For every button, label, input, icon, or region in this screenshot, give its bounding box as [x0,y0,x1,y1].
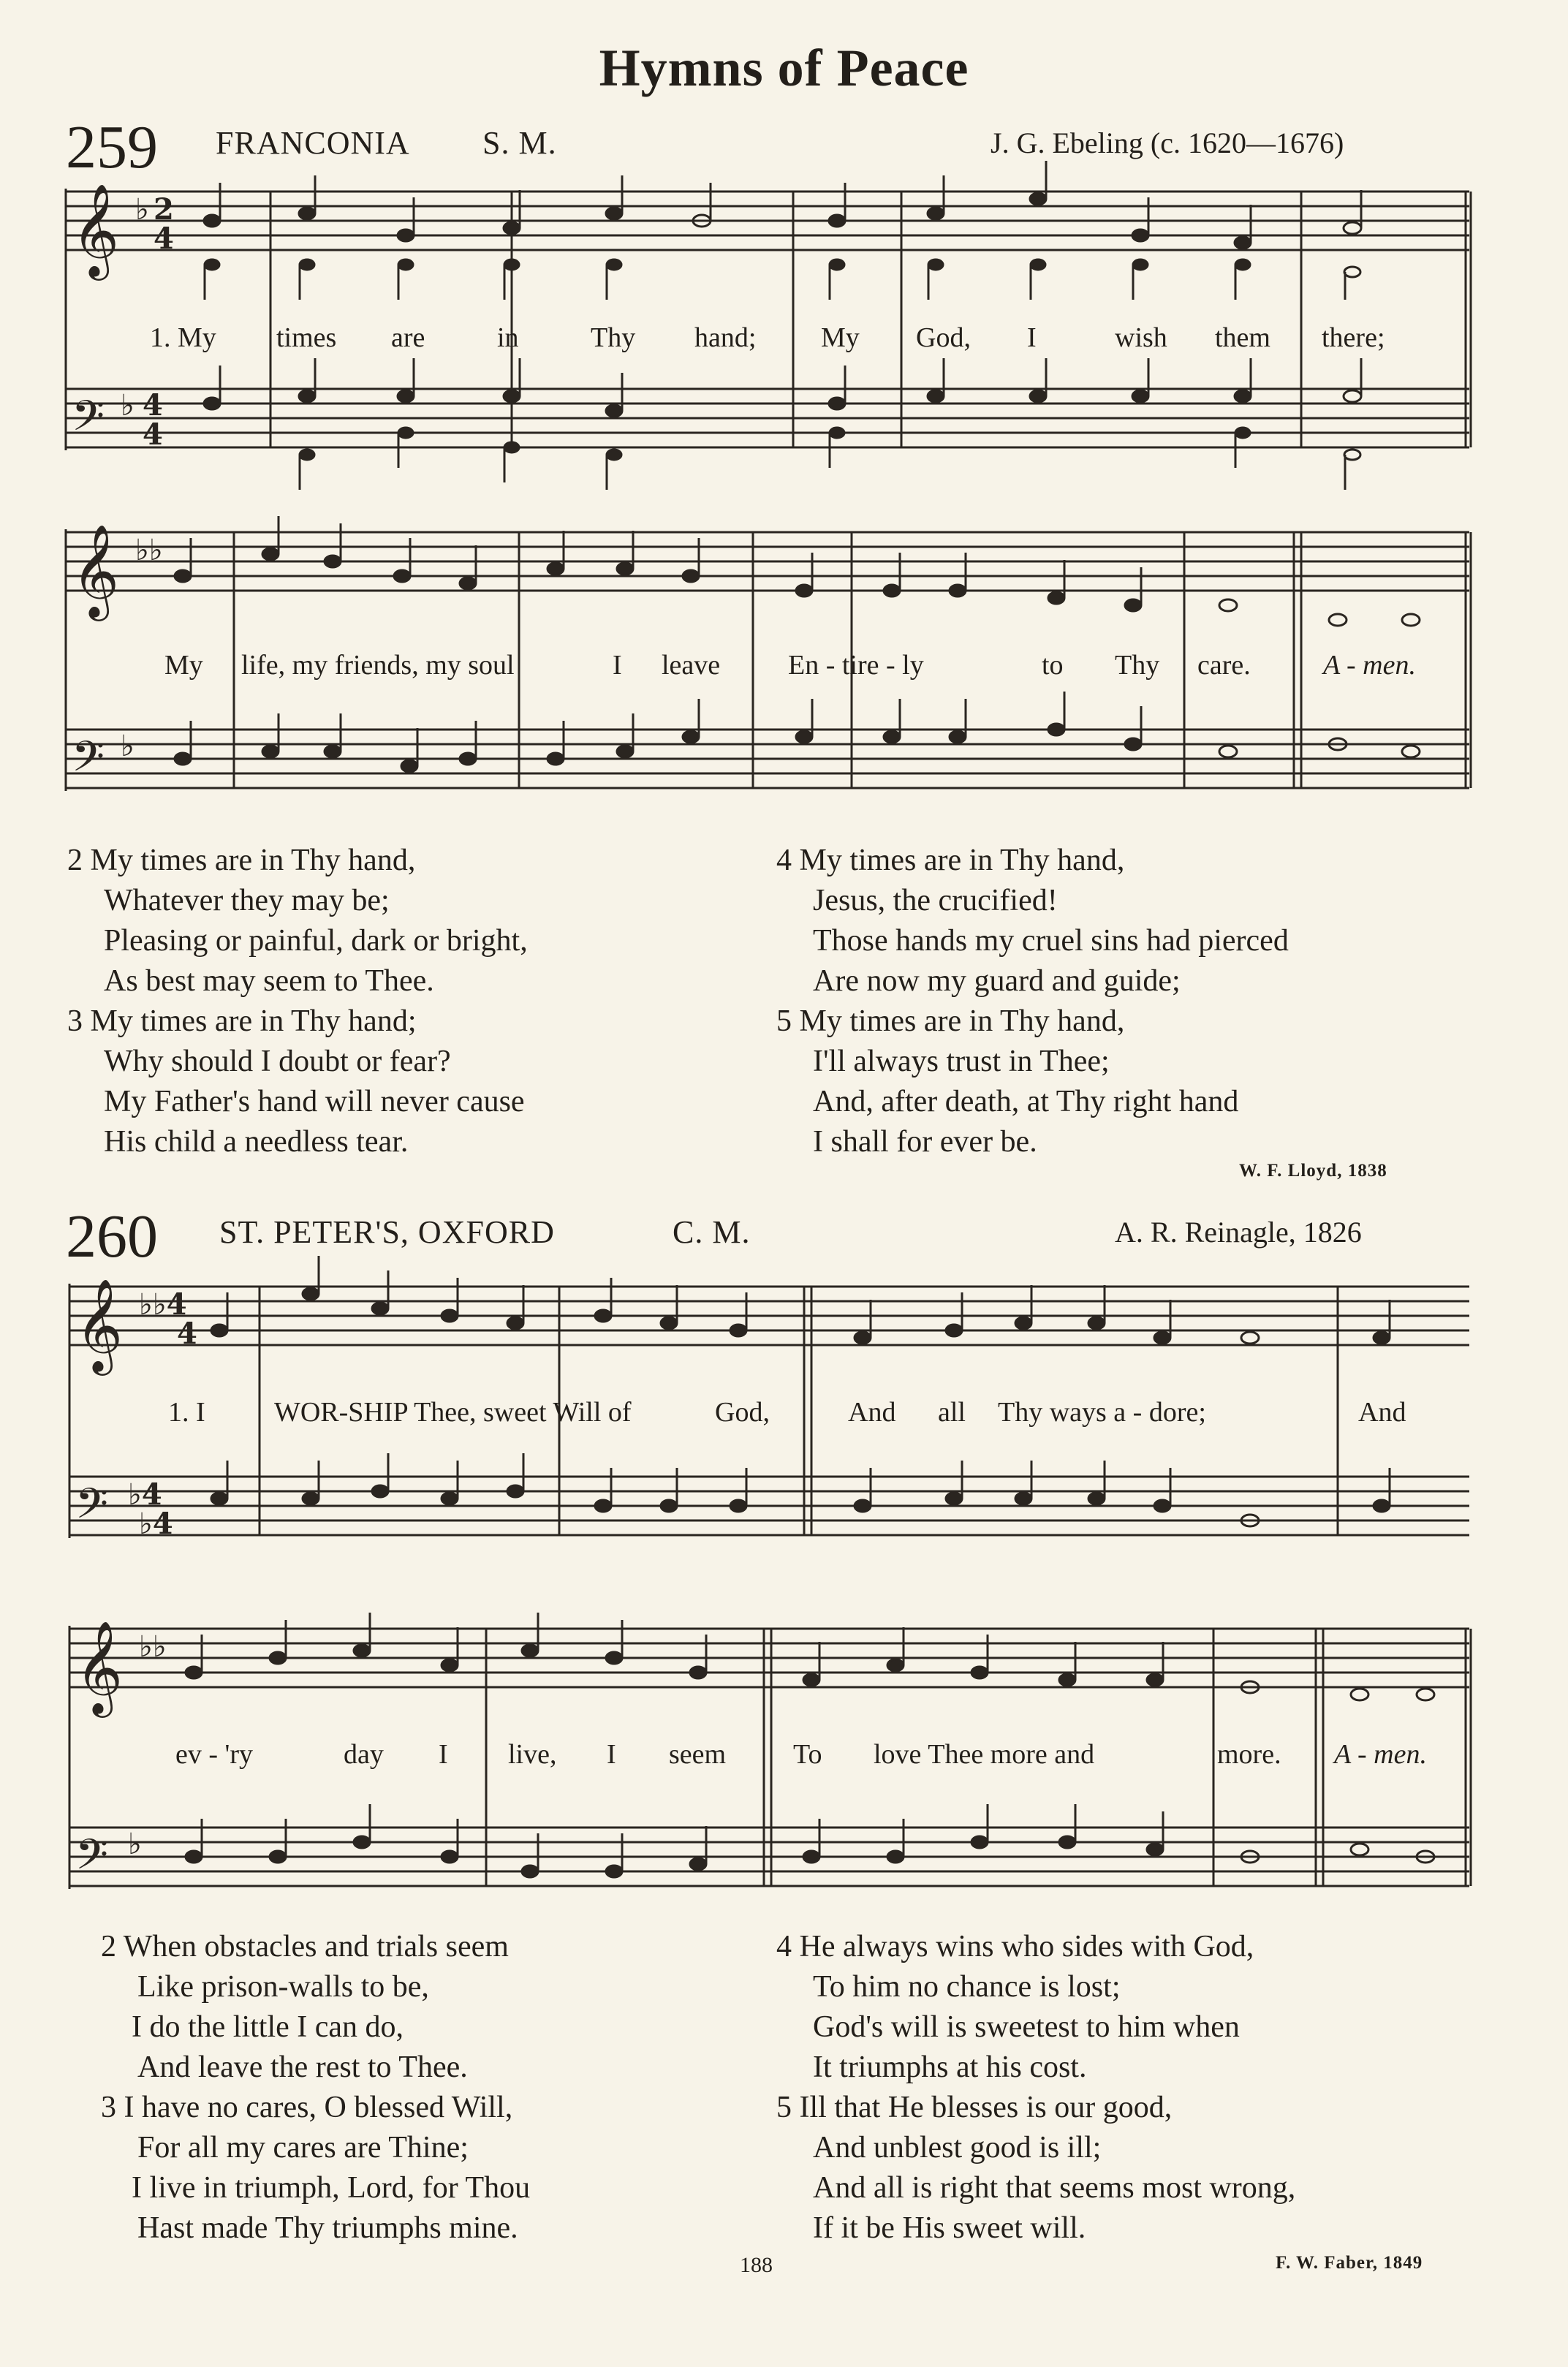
composer: J. G. Ebeling (c. 1620—1676) [991,126,1344,159]
lyric-syllable: Thy [591,322,636,353]
svg-text:𝄢: 𝄢 [72,732,105,792]
svg-text:4: 4 [177,1317,197,1351]
verse-line: His child a needless tear. [104,1125,409,1159]
verse-line: Pleasing or painful, dark or bright, [104,924,528,958]
tune-name: ST. PETER'S, OXFORD [219,1214,555,1250]
verse-line: Hast made Thy triumphs mine. [137,2211,518,2245]
lyric-syllable: I [439,1739,448,1770]
staff-system [66,189,1471,450]
verse-line: I shall for ever be. [813,1125,1037,1159]
verse-line: If it be His sweet will. [813,2211,1086,2245]
verse-line: 5 My times are in Thy hand, [776,1004,1125,1038]
svg-text:𝄞: 𝄞 [75,1278,124,1371]
lyric-syllable: 1. My [150,322,216,353]
lyric-syllable: I [1027,322,1037,353]
lyric-syllable: 1. I [168,1397,205,1428]
svg-text:2: 2 [154,192,174,227]
hymn-number: 260 [66,1203,158,1270]
svg-text:4: 4 [154,221,174,256]
svg-text:♭4: ♭4 [139,1507,173,1541]
lyric-syllable: to [1042,650,1064,681]
verse-line: 4 My times are in Thy hand, [776,844,1125,877]
lyric-syllable: Thy [1115,650,1160,681]
verses-right [776,841,1289,1162]
meter: C. M. [673,1214,751,1250]
svg-text:𝄢: 𝄢 [75,1830,109,1890]
verse-line: 2 My times are in Thy hand, [67,844,416,877]
svg-text:♭4: ♭4 [128,1477,162,1512]
verse-line: I do the little I can do, [132,2010,404,2044]
lyric-syllable: I [607,1739,616,1770]
lyric-syllable: ev - 'ry [175,1739,254,1770]
tune-name: FRANCONIA [216,125,410,161]
lyric-syllable: Thy ways a - dore; [998,1397,1206,1428]
hymn-number: 259 [66,113,158,181]
lyric-syllable: live, [508,1739,557,1770]
lyric-syllable: I [613,650,622,681]
lyric-syllable: life, my friends, my soul [241,650,515,681]
lyric-syllable: leave [662,650,721,681]
svg-text:♭: ♭ [128,1827,142,1861]
svg-text:4: 4 [143,388,163,423]
page-title: Hymns of Peace [599,39,969,97]
verse-line: And leave the rest to Thee. [137,2050,468,2084]
verse-line: I live in triumph, Lord, for Thou [132,2171,531,2205]
lyric-syllable: And [848,1397,896,1428]
lyric-syllable: A - men. [1334,1739,1427,1770]
verse-line: And, after death, at Thy right hand [813,1085,1239,1118]
lyric-syllable: seem [669,1739,727,1770]
lyric-syllable: are [391,322,425,353]
author-credit: F. W. Faber, 1849 [1276,2253,1423,2273]
verses-left [67,841,528,1162]
verse-line: And unblest good is ill; [813,2131,1102,2165]
verse-line: Are now my guard and guide; [813,964,1181,998]
lyric-syllable: more. [1217,1739,1281,1770]
verse-line: 3 I have no cares, O blessed Will, [101,2091,513,2124]
author-credit: W. F. Lloyd, 1838 [1239,1161,1387,1181]
verse-line: For all my cares are Thine; [137,2131,469,2165]
lyric-syllable: wish [1115,322,1167,353]
verse-line: And all is right that seems most wrong, [813,2171,1296,2205]
verse-line: My Father's hand will never cause [104,1085,525,1118]
svg-text:♭♭4: ♭♭4 [139,1287,187,1322]
lyric-syllable: En - tire - ly [788,650,924,681]
lyric-syllable: WOR-SHIP Thee, sweet Will of [274,1397,632,1428]
meter: S. M. [482,125,557,161]
lyric-syllable: care. [1197,650,1251,681]
svg-text:𝄞: 𝄞 [75,1620,124,1713]
verses-right [776,1927,1295,2249]
svg-text:𝄢: 𝄢 [75,1479,109,1539]
verse-line: God's will is sweetest to him when [813,2010,1240,2044]
verse-line: 3 My times are in Thy hand; [67,1004,417,1038]
svg-text:𝄞: 𝄞 [72,183,120,276]
verse-line: Like prison-walls to be, [137,1970,429,2004]
lyric-syllable: times [276,322,337,353]
verse-line: Those hands my cruel sins had pierced [813,924,1289,958]
lyric-syllable: love Thee more and [874,1739,1095,1770]
lyric-syllable: there; [1322,322,1385,353]
verse-line: It triumphs at his cost. [813,2050,1087,2084]
lyric-syllable: God, [715,1397,770,1428]
lyric-syllable: To [793,1739,822,1770]
lyric-syllable: in [497,322,519,353]
svg-text:𝄞: 𝄞 [72,523,120,617]
verse-line: To him no chance is lost; [813,1970,1121,2004]
svg-text:♭: ♭ [121,729,135,763]
verse-line: 5 Ill that He blesses is our good, [776,2091,1173,2124]
lyric-syllable: all [938,1397,966,1428]
verse-line: 2 When obstacles and trials seem [101,1930,509,1963]
verse-line: Whatever they may be; [104,884,390,917]
lyric-syllable: A - men. [1323,650,1416,681]
svg-text:4: 4 [143,417,163,452]
verse-line: 4 He always wins who sides with God, [776,1930,1254,1963]
verses-left [101,1927,530,2249]
lyric-syllable: day [344,1739,384,1770]
verse-line: Jesus, the crucified! [813,884,1058,917]
svg-text:♭♭: ♭♭ [135,533,163,567]
lyric-syllable: And [1358,1397,1406,1428]
composer: A. R. Reinagle, 1826 [1115,1216,1362,1249]
page-number: 188 [740,2253,773,2277]
svg-text:♭♭: ♭♭ [139,1629,167,1664]
lyric-syllable: hand; [694,322,757,353]
lyric-syllable: My [164,650,203,681]
verse-line: As best may seem to Thee. [104,964,434,998]
lyric-syllable: them [1215,322,1270,353]
svg-text:𝄢: 𝄢 [72,391,105,451]
verse-line: Why should I doubt or fear? [104,1045,451,1078]
lyric-syllable: My [821,322,860,353]
verse-line: I'll always trust in Thee; [813,1045,1110,1078]
svg-text:♭: ♭ [121,388,135,423]
lyric-syllable: God, [916,322,971,353]
svg-text:♭: ♭ [135,192,149,227]
